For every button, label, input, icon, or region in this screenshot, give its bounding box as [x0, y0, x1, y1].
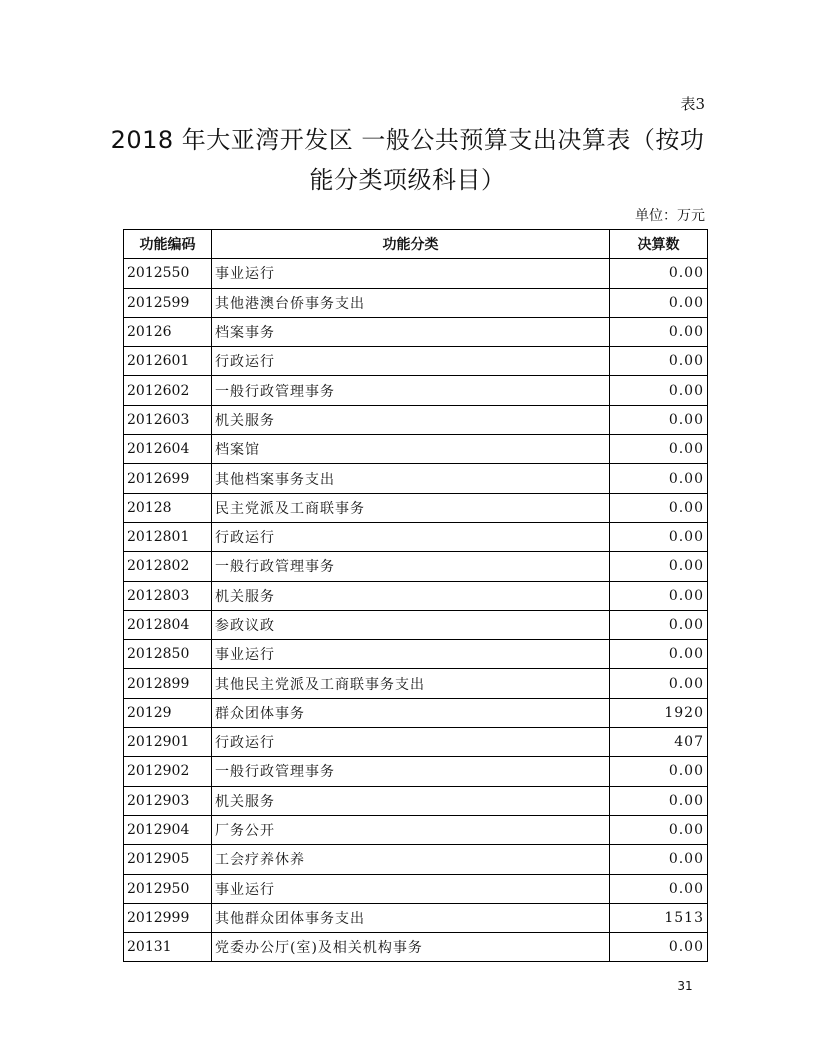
- cell-amount: 0.00: [610, 259, 708, 288]
- cell-name: 行政运行: [212, 728, 610, 757]
- cell-name: 党委办公厅(室)及相关机构事务: [212, 933, 610, 962]
- table-row: [124, 728, 708, 757]
- cell-code: 2012850: [124, 640, 212, 669]
- cell-name: 行政运行: [212, 347, 610, 376]
- cell-code: 2012901: [124, 728, 212, 757]
- table-row: [124, 347, 708, 376]
- cell-amount: 0.00: [610, 464, 708, 493]
- cell-name: 其他档案事务支出: [212, 464, 610, 493]
- cell-code: 2012903: [124, 786, 212, 815]
- cell-name: 机关服务: [212, 405, 610, 434]
- cell-code: 20129: [124, 698, 212, 727]
- cell-name: 一般行政管理事务: [212, 552, 610, 581]
- page-title: [60, 120, 755, 200]
- cell-amount: 0.00: [610, 815, 708, 844]
- table-row: [124, 259, 708, 288]
- cell-code: 20131: [124, 933, 212, 962]
- header-name: 功能分类: [212, 230, 610, 259]
- table-row: [124, 786, 708, 815]
- header-code: 功能编码: [124, 230, 212, 259]
- title-line-1: 2018 年大亚湾开发区 一般公共预算支出决算表（按功: [110, 126, 705, 154]
- cell-code: 2012801: [124, 522, 212, 551]
- cell-amount: 0.00: [610, 845, 708, 874]
- table-row: [124, 581, 708, 610]
- cell-name: 其他群众团体事务支出: [212, 903, 610, 932]
- table-row: [124, 669, 708, 698]
- cell-code: 2012802: [124, 552, 212, 581]
- cell-code: 20128: [124, 493, 212, 522]
- unit-label: 单位：万元: [635, 208, 705, 224]
- header-amount: 决算数: [610, 230, 708, 259]
- cell-name: 一般行政管理事务: [212, 376, 610, 405]
- cell-name: 其他港澳台侨事务支出: [212, 288, 610, 317]
- cell-amount: 0.00: [610, 581, 708, 610]
- cell-amount: 0.00: [610, 640, 708, 669]
- cell-amount: 0.00: [610, 493, 708, 522]
- cell-code: 2012604: [124, 435, 212, 464]
- cell-code: 2012950: [124, 874, 212, 903]
- table-row: [124, 903, 708, 932]
- cell-amount: 0.00: [610, 757, 708, 786]
- cell-amount: 0.00: [610, 786, 708, 815]
- cell-code: 2012902: [124, 757, 212, 786]
- table-row: [124, 874, 708, 903]
- table-row: [124, 552, 708, 581]
- cell-name: 事业运行: [212, 259, 610, 288]
- cell-code: 2012699: [124, 464, 212, 493]
- cell-code: 2012550: [124, 259, 212, 288]
- cell-amount: 0.00: [610, 522, 708, 551]
- cell-name: 厂务公开: [212, 815, 610, 844]
- cell-amount: 0.00: [610, 933, 708, 962]
- cell-code: 2012803: [124, 581, 212, 610]
- table-body: [124, 259, 708, 962]
- table-row: [124, 757, 708, 786]
- cell-code: 2012601: [124, 347, 212, 376]
- cell-amount: 0.00: [610, 874, 708, 903]
- cell-name: 一般行政管理事务: [212, 757, 610, 786]
- cell-amount: 0.00: [610, 288, 708, 317]
- table-row: [124, 288, 708, 317]
- cell-name: 其他民主党派及工商联事务支出: [212, 669, 610, 698]
- cell-amount: 1513: [610, 903, 708, 932]
- cell-code: 2012899: [124, 669, 212, 698]
- cell-code: 2012804: [124, 610, 212, 639]
- table-number: 表3: [680, 95, 705, 113]
- cell-name: 参政议政: [212, 610, 610, 639]
- table-row: [124, 376, 708, 405]
- cell-amount: 407: [610, 728, 708, 757]
- cell-name: 机关服务: [212, 786, 610, 815]
- cell-name: 档案馆: [212, 435, 610, 464]
- cell-code: 20126: [124, 317, 212, 346]
- table-row: [124, 610, 708, 639]
- cell-amount: 0.00: [610, 405, 708, 434]
- cell-name: 工会疗养休养: [212, 845, 610, 874]
- cell-code: 2012603: [124, 405, 212, 434]
- table-row: [124, 933, 708, 962]
- cell-amount: 0.00: [610, 610, 708, 639]
- table-header-row: [124, 230, 708, 259]
- table-row: [124, 698, 708, 727]
- table-row: [124, 493, 708, 522]
- cell-code: 2012904: [124, 815, 212, 844]
- cell-name: 行政运行: [212, 522, 610, 551]
- table-row: [124, 815, 708, 844]
- table-row: [124, 405, 708, 434]
- cell-name: 档案事务: [212, 317, 610, 346]
- cell-code: 2012599: [124, 288, 212, 317]
- cell-amount: 0.00: [610, 347, 708, 376]
- cell-name: 机关服务: [212, 581, 610, 610]
- budget-table: [123, 229, 708, 962]
- cell-amount: 1920: [610, 698, 708, 727]
- table-row: [124, 435, 708, 464]
- cell-amount: 0.00: [610, 552, 708, 581]
- title-line-2: 能分类项级科目）: [309, 166, 506, 194]
- table-row: [124, 522, 708, 551]
- cell-name: 群众团体事务: [212, 698, 610, 727]
- cell-amount: 0.00: [610, 435, 708, 464]
- cell-name: 事业运行: [212, 640, 610, 669]
- cell-name: 民主党派及工商联事务: [212, 493, 610, 522]
- table-row: [124, 317, 708, 346]
- table-row: [124, 464, 708, 493]
- table-row: [124, 845, 708, 874]
- cell-code: 2012602: [124, 376, 212, 405]
- cell-name: 事业运行: [212, 874, 610, 903]
- cell-code: 2012999: [124, 903, 212, 932]
- cell-code: 2012905: [124, 845, 212, 874]
- cell-amount: 0.00: [610, 317, 708, 346]
- cell-amount: 0.00: [610, 669, 708, 698]
- table-row: [124, 640, 708, 669]
- cell-amount: 0.00: [610, 376, 708, 405]
- page-number: 31: [677, 979, 693, 993]
